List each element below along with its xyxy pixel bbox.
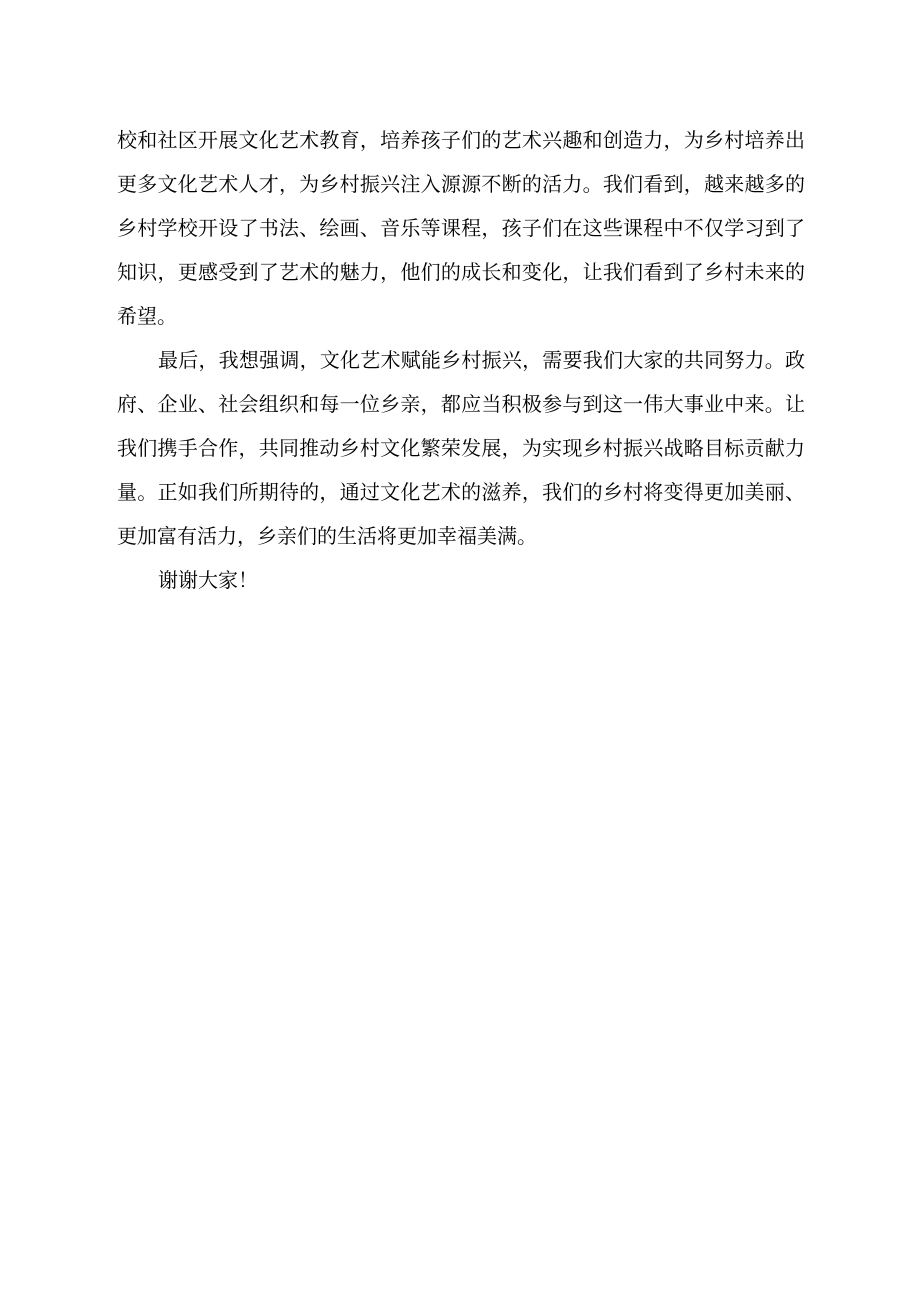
text-line: 最后，我想强调，文化艺术赋能乡村振兴，需要我们大家的共同努力。政 <box>158 348 805 372</box>
text-line: 我们携手合作，共同推动乡村文化繁荣发展，为实现乡村振兴战略目标贡献力 <box>117 436 805 460</box>
text-line: 乡村学校开设了书法、绘画、音乐等课程，孩子们在这些课程中不仅学习到了 <box>117 216 805 240</box>
text-line: 知识，更感受到了艺术的魅力，他们的成长和变化，让我们看到了乡村未来的 <box>117 260 805 284</box>
paragraph-closing <box>117 558 805 602</box>
document-body <box>117 118 805 602</box>
text-line: 校和社区开展文化艺术教育，培养孩子们的艺术兴趣和创造力，为乡村培养出 <box>117 128 805 152</box>
text-line: 更加富有活力，乡亲们的生活将更加幸福美满。 <box>117 524 537 548</box>
paragraph-1 <box>117 118 805 338</box>
text-line: 量。正如我们所期待的，通过文化艺术的滋养，我们的乡村将变得更加美丽、 <box>117 480 805 504</box>
text-line: 府、企业、社会组织和每一位乡亲，都应当积极参与到这一伟大事业中来。让 <box>117 392 805 416</box>
text-line: 希望。 <box>117 304 177 328</box>
closing-line: 谢谢大家！ <box>158 568 258 592</box>
text-line: 更多文化艺术人才，为乡村振兴注入源源不断的活力。我们看到，越来越多的 <box>117 172 805 196</box>
paragraph-2 <box>117 338 805 558</box>
